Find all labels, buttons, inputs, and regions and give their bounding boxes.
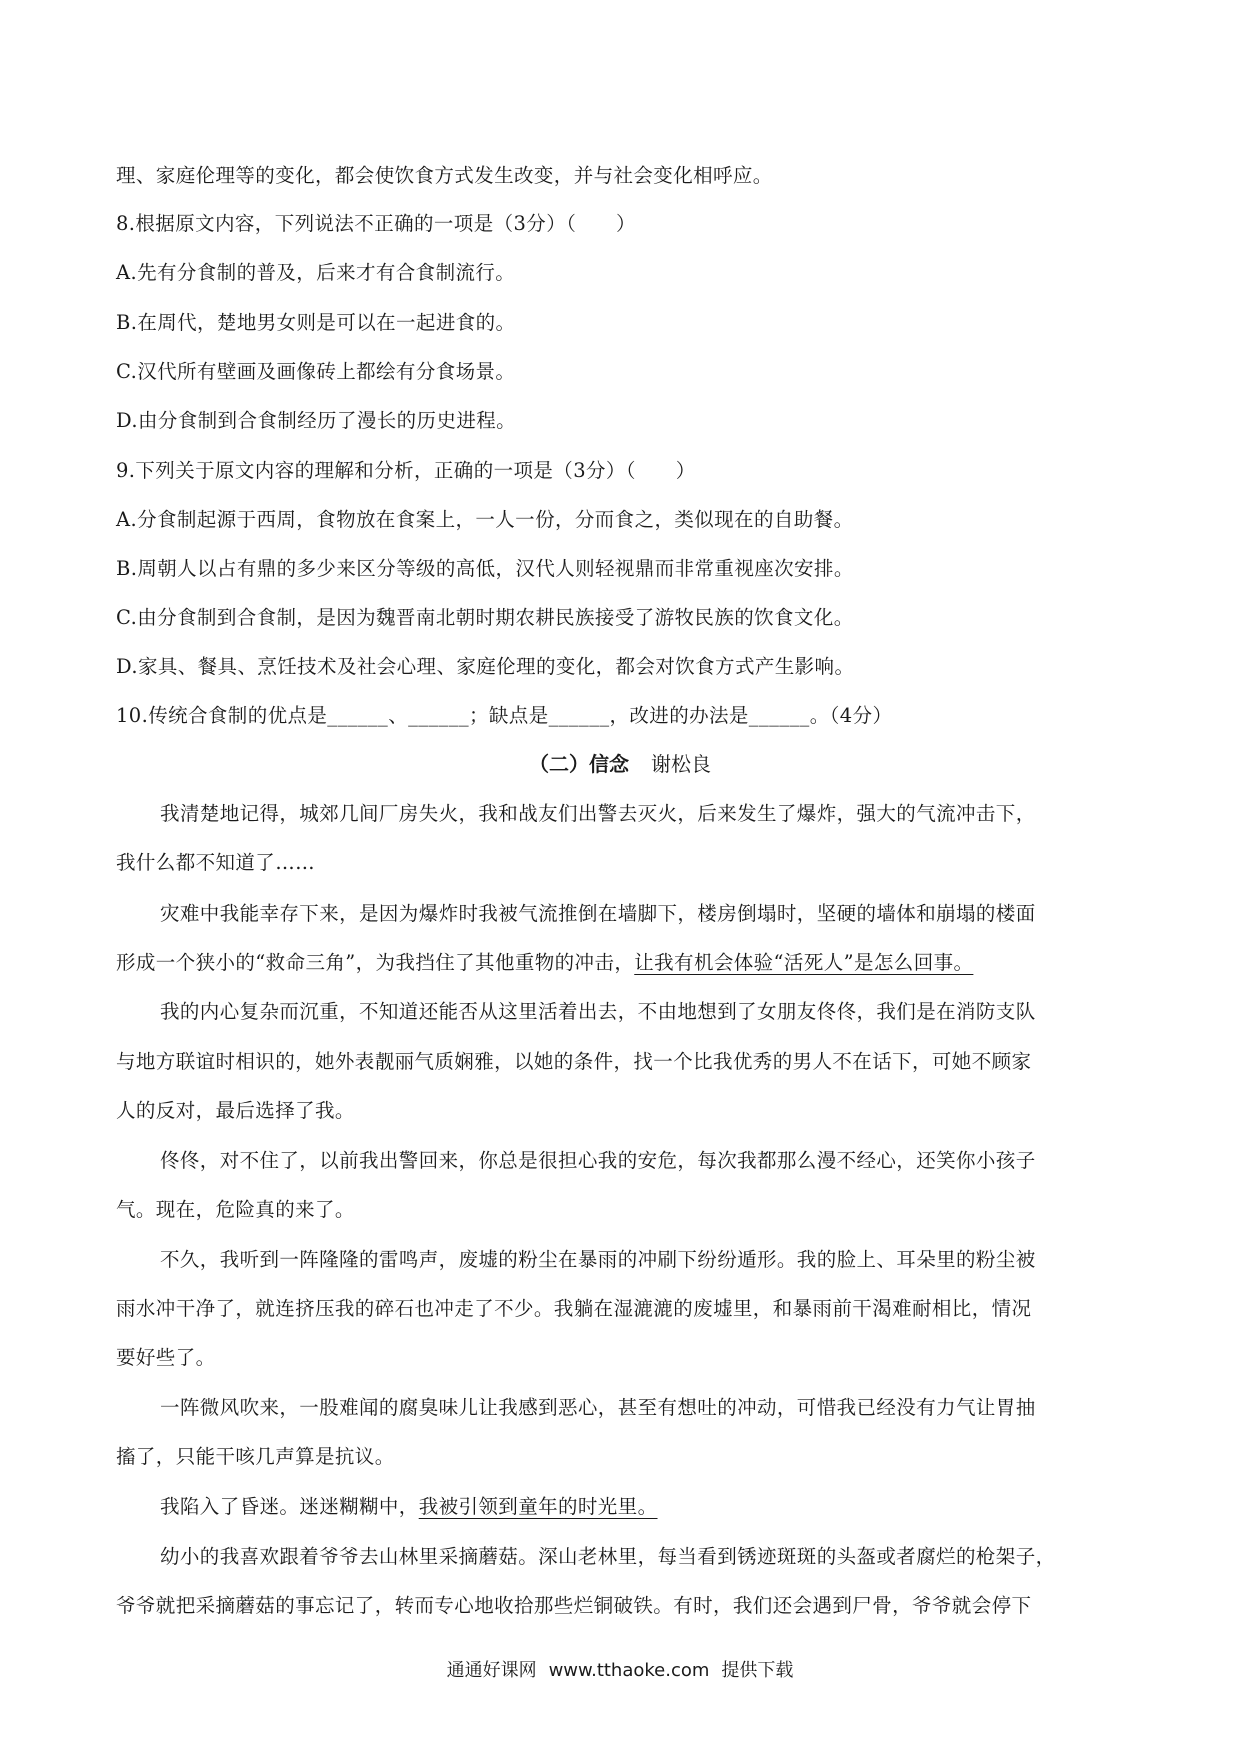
story-line: 我清楚地记得，城郊几间厂房失火，我和战友们出警去灭火，后来发生了爆炸，强大的气流冲击下，	[160, 802, 1036, 825]
q9-option-b: B.周朝人以占有鼎的多少来区分等级的高低，汉代人则轻视鼎而非常重视座次安排。	[116, 557, 854, 580]
story-line: 雨水冲干净了，就连挤压我的碎石也冲走了不少。我躺在湿漉漉的废墟里，和暴雨前干渴难耐相比，情况	[116, 1297, 1032, 1320]
question-9: 9.下列关于原文内容的理解和分析，正确的一项是（3分）（ ）	[116, 459, 696, 482]
underlined-sentence: 让我有机会体验“活死人”是怎么回事。	[634, 951, 974, 974]
story-line: 幼小的我喜欢跟着爷爷去山林里采摘蘑菇。深山老林里，每当看到锈迹斑斑的头盔或者腐烂的枪架子，	[160, 1545, 1056, 1568]
question-10: 10.传统合食制的优点是______、______；缺点是______，改进的办法是______。（4分）	[116, 704, 893, 727]
story-text: 我陷入了昏迷。迷迷糊糊中，	[160, 1495, 419, 1518]
story-line: 人的反对，最后选择了我。	[116, 1099, 355, 1122]
question-8: 8.根据原文内容，下列说法不正确的一项是（3分）（ ）	[116, 212, 636, 235]
story-line: 要好些了。	[116, 1346, 216, 1369]
q9-option-c: C.由分食制到合食制，是因为魏晋南北朝时期农耕民族接受了游牧民族的饮食文化。	[116, 606, 854, 629]
passage-continuation: 理、家庭伦理等的变化，都会使饮食方式发生改变，并与社会变化相呼应。	[116, 164, 773, 187]
story-line: 佟佟，对不住了，以前我出警回来，你总是很担心我的安危，每次我都那么漫不经心，还笑你小孩子	[160, 1149, 1036, 1172]
section-title	[0, 754, 1240, 774]
story-line: 我的内心复杂而沉重，不知道还能否从这里活着出去，不由地想到了女朋友佟佟，我们是在消防支队	[160, 1000, 1036, 1023]
section-author: 谢松良	[651, 752, 711, 776]
q8-option-c: C.汉代所有壁画及画像砖上都绘有分食场景。	[116, 360, 516, 383]
story-line: 搐了，只能干咳几声算是抗议。	[116, 1445, 395, 1468]
underlined-sentence: 我被引领到童年的时光里。	[418, 1495, 658, 1518]
story-line: 爷爷就把采摘蘑菇的事忘记了，转而专心地收拾那些烂铜破铁。有时，我们还会遇到尸骨，爷爷就会停下	[116, 1594, 1032, 1617]
story-line: 我什么都不知道了……	[116, 851, 316, 874]
q8-option-d: D.由分食制到合食制经历了漫长的历史进程。	[116, 409, 517, 432]
story-line: 不久，我听到一阵隆隆的雷鸣声，废墟的粉尘在暴雨的冲刷下纷纷遁形。我的脸上、耳朵里的粉尘被	[160, 1248, 1036, 1271]
q9-option-d: D.家具、餐具、烹饪技术及社会心理、家庭伦理的变化，都会对饮食方式产生影响。	[116, 655, 855, 678]
footer-site-name: 通通好课网	[446, 1660, 537, 1681]
footer-note: 提供下载	[721, 1660, 794, 1681]
story-line: 一阵微风吹来，一股难闻的腐臭味儿让我感到恶心，甚至有想吐的冲动，可惜我已经没有力气让胃抽	[160, 1396, 1036, 1419]
section-heading: （二）信念	[529, 752, 629, 776]
story-line	[116, 953, 973, 973]
q8-option-b: B.在周代，楚地男女则是可以在一起进食的。	[116, 311, 516, 334]
story-line: 灾难中我能幸存下来，是因为爆炸时我被气流推倒在墙脚下，楼房倒塌时，坚硬的墙体和崩塌的楼面	[160, 902, 1036, 925]
q8-option-a: A.先有分食制的普及，后来才有合食制流行。	[116, 261, 516, 284]
story-line: 与地方联谊时相识的，她外表靓丽气质娴雅，以她的条件，找一个比我优秀的男人不在话下，可她不顾家	[116, 1050, 1032, 1073]
story-text: 形成一个狭小的“救命三角”，为我挡住了其他重物的冲击，	[116, 951, 635, 974]
story-line: 气。现在，危险真的来了。	[116, 1198, 355, 1221]
q9-option-a: A.分食制起源于西周，食物放在食案上，一人一份，分而食之，类似现在的自助餐。	[116, 508, 854, 531]
story-line	[160, 1497, 658, 1517]
footer-url[interactable]: www.tthaoke.com	[548, 1660, 710, 1681]
page-footer	[0, 1662, 1240, 1680]
